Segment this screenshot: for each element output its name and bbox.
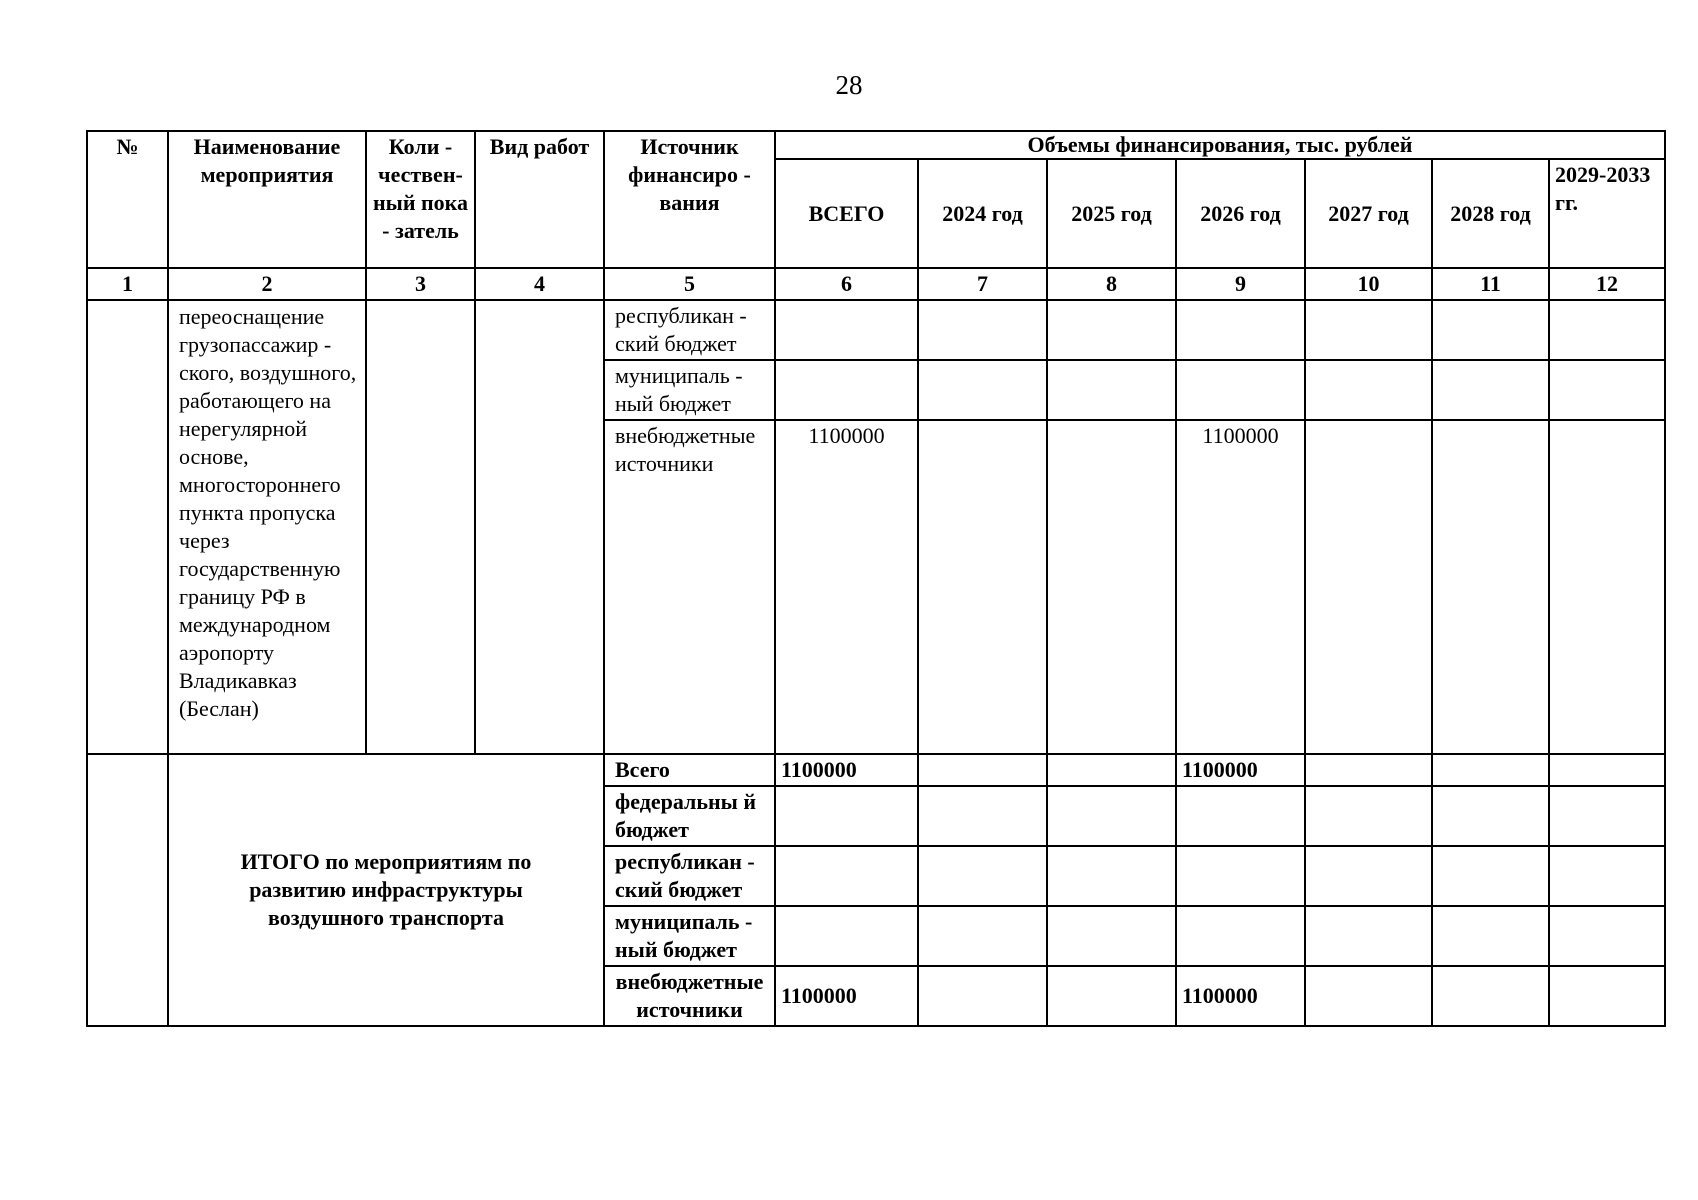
value-cell bbox=[1549, 420, 1665, 754]
total-value-cell bbox=[775, 786, 918, 846]
measure-row bbox=[87, 300, 1665, 360]
value-cell bbox=[1176, 300, 1305, 360]
value-cell bbox=[1047, 300, 1176, 360]
total-value-cell bbox=[775, 906, 918, 966]
total-funding-source: муниципаль - ный бюджет bbox=[604, 906, 775, 966]
total-value-cell: 1100000 bbox=[1176, 754, 1305, 786]
total-funding-source: внебюджетные источники bbox=[604, 966, 775, 1026]
total-funding-source: федеральны й бюджет bbox=[604, 786, 775, 846]
financing-table bbox=[86, 130, 1666, 1027]
value-cell bbox=[1432, 300, 1549, 360]
total-value-cell bbox=[918, 846, 1047, 906]
value-cell bbox=[1305, 300, 1432, 360]
header-year-2029-2033: 2029-2033 гг. bbox=[1549, 159, 1665, 268]
header-number: № bbox=[87, 131, 168, 268]
measure-name: переоснащение грузопассажир - ского, воздушного, работающего на нерегулярной основе, многостороннего пункта пропуска через государственную границу РФ в международном аэропорту Владикавказ (Беслан) bbox=[168, 300, 366, 754]
column-number: 1 bbox=[87, 268, 168, 300]
total-value-cell bbox=[1176, 846, 1305, 906]
total-value-cell bbox=[1305, 906, 1432, 966]
column-number: 11 bbox=[1432, 268, 1549, 300]
header-year-2028: 2028 год bbox=[1432, 159, 1549, 268]
column-number: 7 bbox=[918, 268, 1047, 300]
measure-quantity-cell bbox=[366, 300, 475, 754]
total-value-cell bbox=[918, 906, 1047, 966]
total-value-cell bbox=[775, 846, 918, 906]
total-value-cell bbox=[1305, 966, 1432, 1026]
header-work-type: Вид работ bbox=[475, 131, 604, 268]
header-quantity-indicator: Коли - чествен- ный пока - затель bbox=[366, 131, 475, 268]
column-number: 4 bbox=[475, 268, 604, 300]
total-value-cell bbox=[1432, 906, 1549, 966]
column-number-row bbox=[87, 268, 1665, 300]
total-value-cell bbox=[1176, 786, 1305, 846]
total-value-cell: 1100000 bbox=[775, 754, 918, 786]
header-row-1 bbox=[87, 131, 1665, 159]
header-funding-source: Источник финансиро - вания bbox=[604, 131, 775, 268]
total-value-cell bbox=[1549, 786, 1665, 846]
header-year-2024: 2024 год bbox=[918, 159, 1047, 268]
value-cell bbox=[918, 360, 1047, 420]
total-value-cell bbox=[1047, 966, 1176, 1026]
measure-number-cell bbox=[87, 300, 168, 754]
total-value-cell bbox=[918, 966, 1047, 1026]
header-year-total: ВСЕГО bbox=[775, 159, 918, 268]
value-cell bbox=[1047, 360, 1176, 420]
value-cell bbox=[918, 300, 1047, 360]
funding-source: внебюджетные источники bbox=[604, 420, 775, 754]
header-funding-volumes: Объемы финансирования, тыс. рублей bbox=[775, 131, 1665, 159]
value-cell bbox=[918, 420, 1047, 754]
column-number: 9 bbox=[1176, 268, 1305, 300]
total-value-cell bbox=[1549, 846, 1665, 906]
total-value-cell: 1100000 bbox=[1176, 966, 1305, 1026]
total-value-cell bbox=[1432, 786, 1549, 846]
column-number: 12 bbox=[1549, 268, 1665, 300]
total-value-cell bbox=[1047, 846, 1176, 906]
value-cell bbox=[1305, 420, 1432, 754]
total-number-cell bbox=[87, 754, 168, 1026]
total-value-cell bbox=[1549, 966, 1665, 1026]
value-cell bbox=[1549, 300, 1665, 360]
total-value-cell bbox=[1432, 846, 1549, 906]
value-cell bbox=[1176, 360, 1305, 420]
column-number: 10 bbox=[1305, 268, 1432, 300]
total-row bbox=[87, 754, 1665, 786]
funding-source: муниципаль - ный бюджет bbox=[604, 360, 775, 420]
total-value-cell bbox=[1549, 906, 1665, 966]
value-cell bbox=[1305, 360, 1432, 420]
column-number: 5 bbox=[604, 268, 775, 300]
total-value-cell bbox=[1047, 906, 1176, 966]
total-value-cell bbox=[1047, 786, 1176, 846]
total-funding-source: Всего bbox=[604, 754, 775, 786]
total-funding-source: республикан - ский бюджет bbox=[604, 846, 775, 906]
total-value-cell bbox=[1176, 906, 1305, 966]
value-cell: 1100000 bbox=[775, 420, 918, 754]
total-value-cell bbox=[918, 754, 1047, 786]
header-year-2027: 2027 год bbox=[1305, 159, 1432, 268]
total-value-cell bbox=[1305, 754, 1432, 786]
header-year-2026: 2026 год bbox=[1176, 159, 1305, 268]
total-label: ИТОГО по мероприятиям по развитию инфраструктуры воздушного транспорта bbox=[168, 754, 604, 1026]
total-value-cell bbox=[1549, 754, 1665, 786]
value-cell: 1100000 bbox=[1176, 420, 1305, 754]
column-number: 2 bbox=[168, 268, 366, 300]
total-value-cell bbox=[918, 786, 1047, 846]
value-cell bbox=[1549, 360, 1665, 420]
value-cell bbox=[1432, 420, 1549, 754]
total-value-cell: 1100000 bbox=[775, 966, 918, 1026]
column-number: 3 bbox=[366, 268, 475, 300]
total-value-cell bbox=[1305, 786, 1432, 846]
header-year-2025: 2025 год bbox=[1047, 159, 1176, 268]
header-measure-name: Наименование мероприятия bbox=[168, 131, 366, 268]
total-value-cell bbox=[1432, 754, 1549, 786]
total-value-cell bbox=[1432, 966, 1549, 1026]
page-number: 28 bbox=[835, 70, 863, 100]
total-value-cell bbox=[1047, 754, 1176, 786]
measure-work-type-cell bbox=[475, 300, 604, 754]
value-cell bbox=[1432, 360, 1549, 420]
column-number: 8 bbox=[1047, 268, 1176, 300]
total-value-cell bbox=[1305, 846, 1432, 906]
value-cell bbox=[775, 360, 918, 420]
column-number: 6 bbox=[775, 268, 918, 300]
funding-source: республикан - ский бюджет bbox=[604, 300, 775, 360]
value-cell bbox=[775, 300, 918, 360]
value-cell bbox=[1047, 420, 1176, 754]
